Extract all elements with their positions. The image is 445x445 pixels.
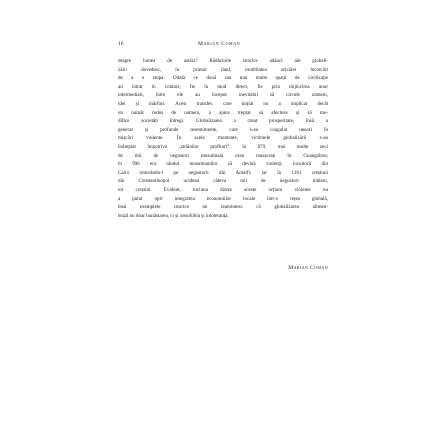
text-line: intermediari, între ele au început inevitabil să circule oameni,: [118, 92, 328, 99]
text-line: tot creștini. Evident, niciuna dintre aceste acțiuni violente nu: [118, 186, 328, 193]
text-line: îndreptat împotriva „străinilor profitori”: în 879, mai multe zeci: [118, 143, 328, 150]
text-line: idei și mărfuri. Acest transfer, care inițial nu a implicat decât: [118, 100, 328, 107]
text-line: despre lumea de astăzi? Rădăcinile istorice adânci ale globali-: [118, 58, 328, 64]
page-number: 16: [118, 41, 124, 47]
text-line: din Constantinopol ucideau câteva mii de negustori italieni,: [118, 178, 328, 185]
text-line: difice societăți întregi. Globalizarea a creat prosperitate, însă a: [118, 118, 328, 125]
body-paragraph: [118, 57, 328, 220]
text-line: în 996 era rândul musulmanilor să devină violenți, locuitorii din: [118, 161, 328, 168]
author-signature: Marian Coman: [288, 265, 328, 271]
text-line: au intrat în contact, fie în mod direct, fie prin mijlocirea unor: [118, 83, 328, 90]
text-line: însă exemplele istorice ne reamintesc că globalizarea alimen-: [118, 204, 328, 211]
text-line: Cairo omorându-i pe negustorii din Amalfi; iar în 1181 creștinii: [118, 169, 328, 176]
text-line: generat și profunde resentimente, care s-au coagulat uneori în: [118, 126, 328, 133]
running-head: Marian Coman: [198, 41, 241, 47]
text-line: un număr redus de oameni, a ajuns treptat să afecteze și să mo-: [118, 109, 328, 116]
text-line: mișcări violente. În acele momente, victimele globalizării s-au: [118, 135, 328, 142]
text-line: de mii de negustori musulmani erau masacrați în Guangzhou;: [118, 152, 328, 159]
text-line: de a o stopa. Odată ce două sau mai multe spații de civilizație: [118, 75, 328, 82]
text-line: zării dovedesc, în primul rând, inutilitatea oricărei încercări: [118, 66, 328, 73]
text-line: tează nu doar bunăstarea, ci și xenofobia și intoleranța.: [118, 212, 229, 219]
text-line: a putut opri integrarea economiilor locale într-o rețea globală,: [118, 195, 328, 202]
page-header: [118, 39, 328, 49]
